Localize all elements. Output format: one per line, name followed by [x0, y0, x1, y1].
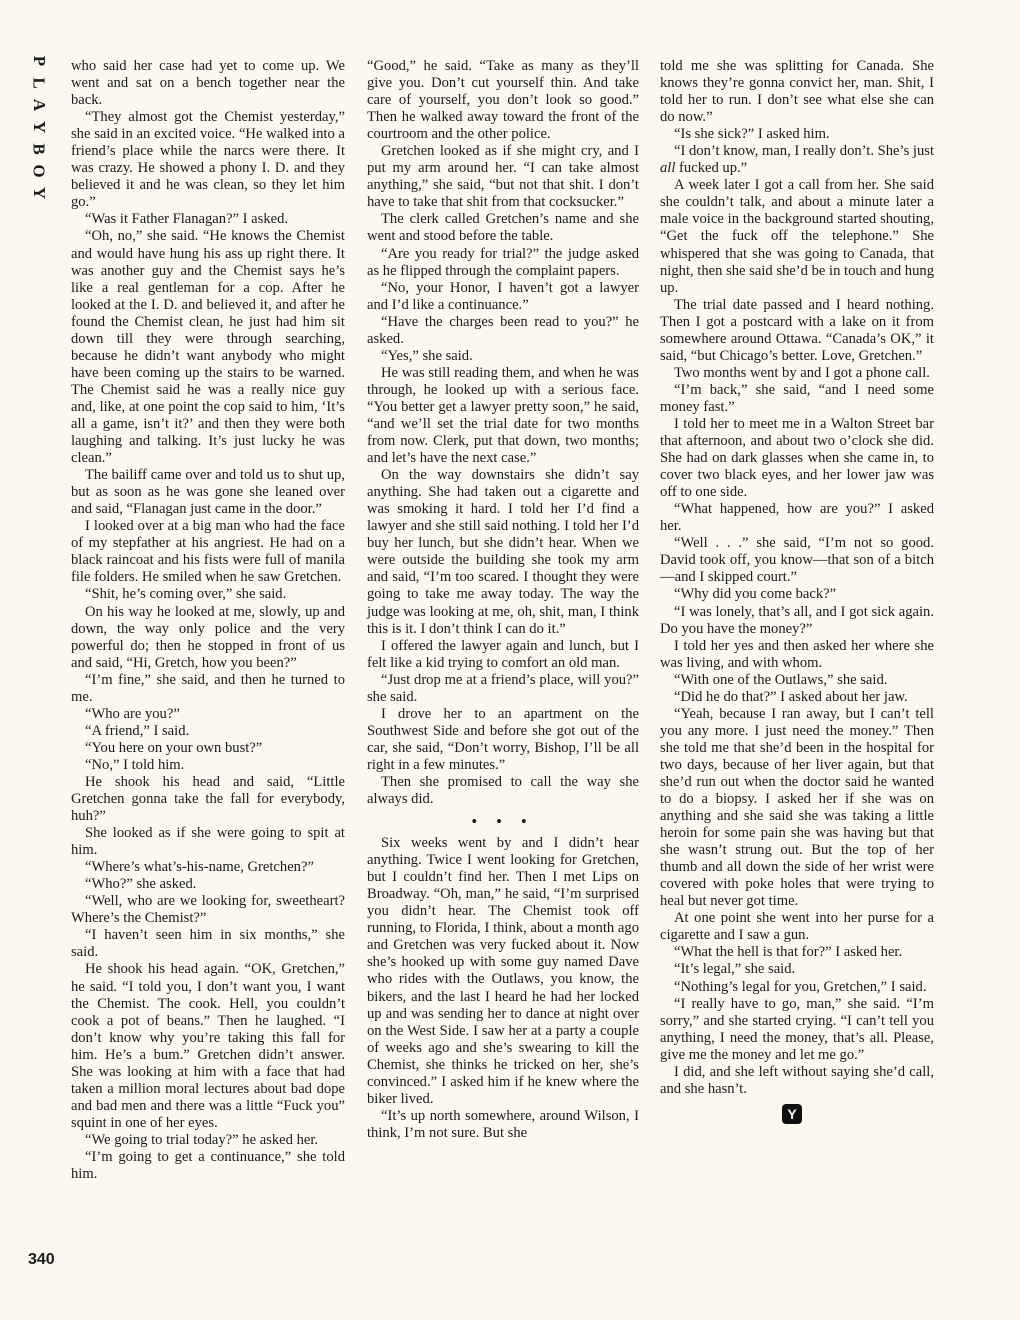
paragraph: Two months went by and I got a phone call. [674, 364, 930, 381]
paragraph: who said her case had yet to come up. We went and sat on a bench together near the back. [71, 58, 345, 109]
paragraph: The trial date passed and I heard nothing. Then I got a postcard with a lake on it from somewhere around Ottawa. “Canada’s OK,” it said, “but Chicago’s better. Love, Gretchen.” [660, 296, 934, 364]
paragraph: She looked as if she were going to spit at him. [71, 825, 345, 859]
paragraph: “You here on your own bust?” [85, 739, 263, 756]
paragraph: “I was lonely, that’s all, and I got sick again. Do you have the money?” [660, 603, 934, 637]
paragraph: He was still reading them, and when he was through, he looked up with a serious face. “You better get a lawyer pretty soon,” he said, “and we’ll set the trial date for two months from now. Clerk, put that down, two months; and let’s have the next case.” [367, 364, 639, 467]
paragraph: “Shit, he’s coming over,” she said. [85, 586, 287, 603]
paragraph: I drove her to an apartment on the Southwest Side and before she got out of the car, she said, “Don’t worry, Bishop, I’ll be all right in a few minutes.” [367, 705, 639, 773]
paragraph: “What the hell is that for?” I asked her. [674, 944, 903, 961]
paragraph: “Is she sick?” I asked him. [674, 126, 830, 143]
paragraph: “What happened, how are you?” I asked her. [660, 501, 934, 535]
paragraph: I did, and she left without saying she’d call, and she hasn’t. [660, 1063, 934, 1097]
paragraph: • • • [471, 814, 535, 831]
text-column-1 [71, 58, 345, 1183]
paragraph: “A friend,” I said. [85, 722, 190, 739]
end-mark-icon: Y [782, 1104, 802, 1124]
paragraph: “I haven’t seen him in six months,” she said. [71, 927, 345, 961]
masthead-letter: A [30, 98, 49, 112]
paragraph: The bailiff came over and told us to shut up, but as soon as he was gone she leaned over and said, “Flanagan just came in the door.” [71, 467, 345, 518]
paragraph: On his way he looked at me, slowly, up and down, the way only police and the very powerful do; then he stopped in front of us and said, “Hi, Gretch, how you been?” [71, 603, 345, 671]
paragraph: I told her to meet me in a Walton Street bar that afternoon, and about two o’clock she did. She had on dark glasses when she came in, to cover two black eyes, and her lower jaw was off to one side. [660, 415, 934, 501]
paragraph: At one point she went into her purse for a cigarette and I saw a gun. [660, 910, 934, 944]
paragraph: “Good,” he said. “Take as many as they’ll give you. Don’t cut yourself thin. And take care of yourself, you don’t look so good.” Then he walked away toward the front of the courtroom and the other police. [367, 58, 639, 143]
masthead-letter: O [29, 164, 49, 178]
paragraph: “Yeah, because I ran away, but I can’t tell you any more. I just need the money.” Then she told me that she’d been in the hospital for two days, because of her liver again, but that she’d run out when the doctor said he wanted to do a biopsy. I asked her if she was on anything and she said she was taking a little heroin for some pain she was having but that she wasn’t strung out. But the top of her thumb and all down the side of her wrist were covered with poke holes that were trying to heal but never got time. [660, 705, 934, 910]
paragraph: “Oh, no,” she said. “He knows the Chemist and would have hung his ass up right there. It was another guy and the Chemist says he’s like a real gentleman for a cop. After he looked at the I. D. and believed it, and after he found the Chemist clean, he just had him sit down till they were through searching, because he didn’t want anybody who might have been coming up the stairs to be warned. The Chemist said he was a really nice guy and, like, at one point the cop said to him, ‘It’s all a game, isn’t it?’ and then they were both laughing and talking. It’s just lucky he was clean.” [71, 228, 345, 467]
masthead-letter: B [30, 143, 49, 155]
paragraph: “We going to trial today?” he asked her. [85, 1131, 319, 1148]
paragraph: “Who?” she asked. [85, 876, 197, 893]
masthead-letter: Y [30, 120, 49, 134]
paragraph: “Who are you?” [85, 705, 180, 722]
paragraph: told me she was splitting for Canada. She knows they’re gonna convict her, man. Shit, I told her to run. I don’t see what else she can do now.” [660, 58, 934, 126]
paragraph: “Just drop me at a friend’s place, will you?” she said. [367, 671, 639, 705]
paragraph: I offered the lawyer again and lunch, but I felt like a kid trying to comfort an old man. [367, 637, 639, 671]
paragraph: “Well, who are we looking for, sweetheart? Where’s the Chemist?” [71, 893, 345, 927]
masthead-letter: L [30, 77, 49, 89]
paragraph: Six weeks went by and I didn’t hear anything. Twice I went looking for Gretchen, but I couldn’t find her. Then I met Lips on Broadway. “Oh, man,” he said, “I’m surprised you didn’t hear. The Chemist took off running, to Florida, I think, about a month ago and Gretchen was very fucked about it. Now she’s hooked up with some guy named Dave who rides with the Outlaws, you know, the bikers, and the last I heard he had her locked up and was sending her to dance at night over on the West Side. I saw her at a party a couple of weeks ago and she’s swearing to kill the Chemist, she thinks he tricked on her, she’s convinced.” I asked him if he knew where the biker lived. [367, 835, 639, 1107]
paragraph: “Was it Father Flanagan?” I asked. [85, 211, 289, 228]
masthead-letter: P [29, 55, 49, 67]
paragraph: “I’m going to get a continuance,” she told him. [71, 1149, 345, 1183]
paragraph: Gretchen looked as if she might cry, and I put my arm around her. “I can take almost anything,” she said, “but not that shit. I don’t have to take that shit from that cocksucker.” [367, 143, 639, 211]
paragraph: A week later I got a call from her. She said she couldn’t talk, and about a minute later a male voice in the background started shouting, “Get the fuck off the telephone.” She whispered that she was going to Canada, that night, then she said she’d be in touch and hung up. [660, 177, 934, 296]
paragraph: “I’m fine,” she said, and then he turned to me. [71, 671, 345, 705]
paragraph: “They almost got the Chemist yesterday,” she said in an excited voice. “He walked into a friend’s place while the narcs were there. It was crazy. He showed a phony I. D. and they believed it and he was clean, so they let him go.” [71, 109, 345, 211]
paragraph: I told her yes and then asked her where she was living, and with whom. [660, 637, 934, 671]
paragraph: “No, your Honor, I haven’t got a lawyer and I’d like a continuance.” [367, 279, 639, 313]
paragraph: “Where’s what’s-his-name, Gretchen?” [85, 859, 314, 876]
masthead-letter: Y [30, 186, 49, 200]
paragraph: “It’s up north somewhere, around Wilson, I think, I’m not sure. But she [367, 1107, 639, 1141]
paragraph: The clerk called Gretchen’s name and she went and stood before the table. [367, 211, 639, 245]
paragraph: He shook his head again. “OK, Gretchen,” he said. “I told you, I don’t want you, I want the Chemist. The cook. Hell, you couldn’t cook a pot of beans.” Then he laughed. “I don’t know why you’re taking this fall for him. He’s a bum.” Gretchen didn’t answer. She was looking at him with a face that had taken a million moral lectures about bad dope and bad men and there was a little “Fuck you” squint in one of her eyes. [71, 961, 345, 1131]
paragraph: “With one of the Outlaws,” she said. [674, 671, 888, 688]
paragraph: “Why did you come back?” [674, 586, 837, 603]
paragraph: “Have the charges been read to you?” he asked. [367, 313, 639, 347]
text-column-2 [367, 58, 639, 1142]
paragraph: “Nothing’s legal for you, Gretchen,” I said. [674, 978, 927, 995]
paragraph: “I don’t know, man, I really don’t. She’s just all fucked up.” [660, 143, 934, 177]
paragraph: “Well . . .” she said, “I’m not so good. David took off, you know—that son of a bitch—and I skipped court.” [660, 535, 934, 586]
paragraph: “Are you ready for trial?” the judge asked as he flipped through the complaint papers. [367, 245, 639, 279]
paragraph: “I’m back,” she said, “and I need some money fast.” [660, 381, 934, 415]
paragraph: He shook his head and said, “Little Gretchen gonna take the fall for everybody, huh?” [71, 773, 345, 825]
paragraph: “No,” I told him. [85, 756, 185, 773]
paragraph: “Did he do that?” I asked about her jaw. [674, 688, 908, 705]
paragraph: On the way downstairs she didn’t say anything. She had taken out a cigarette and was smoking it hard. I told her I’d find a lawyer and she still said nothing. I told her I’d buy her lunch, but she didn’t hear. When we were outside the building she took my arm and said, “I’m too scared. I thought they were going to take me away today. The way the judge was looking at me, oh, shit, man, I think this is it. I don’t think I can do it.” [367, 467, 639, 637]
paragraph: “I really have to go, man,” she said. “I’m sorry,” and she started crying. “I can’t tell you anything, I need the money, that’s all. Please, give me the money and let me go.” [660, 995, 934, 1063]
paragraph: Then she promised to call the way she always did. [367, 773, 639, 808]
paragraph: “It’s legal,” she said. [674, 961, 796, 978]
paragraph: I looked over at a big man who had the face of my stepfather at his angriest. He had on a black raincoat and his fists were full of manila file folders. He smiled when he saw Gretchen. [71, 518, 345, 586]
page-number: 340 [28, 1251, 55, 1268]
paragraph: “Yes,” she said. [381, 347, 473, 364]
magazine-masthead [24, 50, 54, 204]
text-column-3 [660, 58, 934, 1124]
